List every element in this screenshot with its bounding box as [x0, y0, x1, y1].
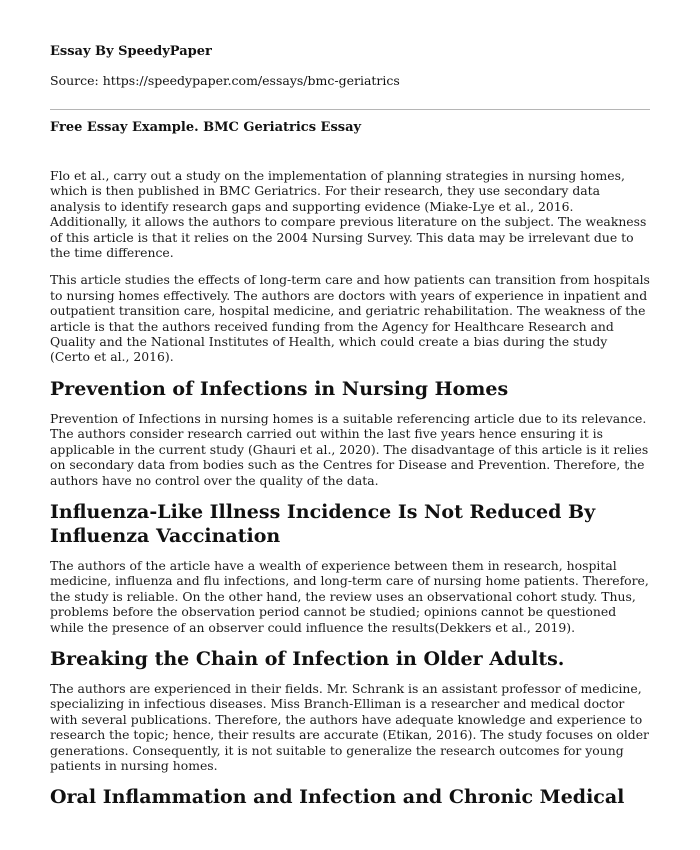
- header-divider: [50, 109, 650, 110]
- document-title: Free Essay Example. BMC Geriatrics Essay: [50, 120, 362, 135]
- essay-body: [50, 168, 650, 819]
- section-heading: Oral Inflammation and Infection and Chronic Medical: [50, 786, 625, 809]
- source-line: Source: https://speedypaper.com/essays/bmc-geriatrics: [50, 73, 400, 88]
- paragraph: The authors of the article have a wealth of experience between them in research, hospital medicine, influenza and flu infections, and long-term care of nursing home patients. Therefore, the study is reliable. On the other hand, the review uses an observational cohort study. Thus, problems before the observation period cannot be studied; opinions cannot be questioned while the presence of an observer could influence the results(Dekkers et al., 2019).: [50, 557, 649, 635]
- paragraph: Prevention of Infections in nursing homes is a suitable referencing article due to its relevance. The authors consider research carried out within the last five years hence ensuring it is applicable in the current study (Ghauri et al., 2020). The disadvantage of this article is it relies on secondary data from bodies such as the Centres for Disease and Prevention. Therefore, the authors have no control over the quality of the data.: [50, 410, 649, 488]
- paragraph: This article studies the effects of long-term care and how patients can transition from hospitals to nursing homes effectively. The authors are doctors with years of experience in inpatient and outpatient transition care, hospital medicine, and geriatric rehabilitation. The weakness of the article is that the authors received funding from the Agency for Healthcare Research and Quality and the National Institutes of Health, which could create a bias during the study (Certo et al., 2016).: [50, 272, 650, 365]
- section-heading: Breaking the Chain of Infection in Older Adults.: [50, 647, 565, 670]
- section-heading: Influenza-Like Illness Incidence Is Not Reduced By Influenza Vaccination: [50, 500, 596, 547]
- essay-author-line: Essay By SpeedyPaper: [50, 44, 212, 59]
- section-heading: Prevention of Infections in Nursing Homes: [50, 377, 509, 400]
- paragraph: The authors are experienced in their fields. Mr. Schrank is an assistant professor of medicine, specializing in infectious diseases. Miss Branch-Elliman is a researcher and medical doctor with several publications. Therefore, the authors have adequate knowledge and experience to research the topic; hence, their results are accurate (Etikan, 2016). The study focuses on older generations. Consequently, it is not suitable to generalize the research outcomes for young patients in nursing homes.: [50, 680, 649, 773]
- document-header: [50, 44, 650, 88]
- paragraph: Flo et al., carry out a study on the implementation of planning strategies in nursing homes, which is then published in BMC Geriatrics. For their research, they use secondary data analysis to identify research gaps and supporting evidence (Miake-Lye et al., 2016. Additionally, it allows the authors to compare previous literature on the subject. The weakness of this article is that it relies on the 2004 Nursing Survey. This data may be irrelevant due to the time difference.: [50, 168, 647, 261]
